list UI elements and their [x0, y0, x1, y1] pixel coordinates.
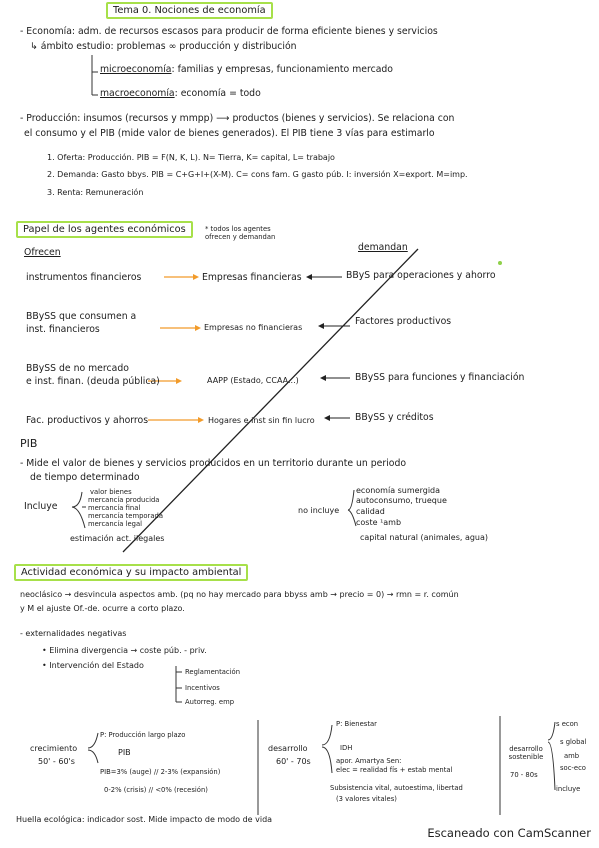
macro-term: macroeconomía [100, 88, 175, 99]
crecimiento-title: crecimiento [30, 744, 78, 753]
crecimiento-item: PIB [118, 748, 131, 757]
crecimiento-item: P: Producción largo plazo [100, 731, 186, 739]
crecimiento-item: PIB=3% (auge) // 2-3% (expansión) [100, 768, 221, 776]
section-title-agentes: Papel de los agentes económicos [16, 221, 193, 238]
sostenible-item: incluye [556, 785, 581, 793]
sostenible-years: 70 - 80s [510, 771, 538, 779]
desarrollo-item: IDH [340, 744, 353, 752]
macro-desc: : economía = todo [174, 88, 261, 99]
via-renta: 3. Renta: Remuneración [47, 188, 144, 197]
micro-desc: : familias y empresas, funcionamiento mercado [171, 64, 393, 75]
row3-left: BBySS de no mercado e inst. finan. (deuda pública) [26, 363, 160, 387]
pib-title: PIB [20, 437, 38, 450]
pib-def1: - Mide el valor de bienes y servicios producidos en un territorio durante un periodo [20, 458, 407, 469]
row3-center: AAPP (Estado, CCAA...) [207, 376, 299, 385]
incluye-item: mercancía producida [88, 496, 160, 504]
row4-right: BBySS y créditos [355, 412, 434, 423]
row2-right: Factores productivos [355, 316, 452, 327]
ofrecen-label: Ofrecen [24, 247, 61, 258]
pib-def2: de tiempo determinado [30, 472, 140, 483]
micro-term: microeconomía [100, 64, 172, 75]
crecimiento-item: 0-2% (crisis) // <0% (recesión) [104, 786, 208, 794]
intervencion-item: Autorreg. emp [185, 698, 235, 706]
crecimiento-years: 50' - 60's [38, 757, 75, 766]
incluye-item: valor bienes [90, 488, 132, 496]
no-incluye-item: coste ¹amb [356, 518, 402, 527]
no-incluye-item: economía sumergida [356, 486, 441, 495]
no-incluye-label: no incluye [298, 506, 340, 515]
row1-right: BByS para operaciones y ahorro [346, 270, 496, 281]
desarrollo-item: Subsistencia vital, autoestima, libertad [330, 784, 463, 792]
sostenible-item: s global [560, 738, 587, 746]
row2-center: Empresas no financieras [204, 323, 303, 332]
section-title-actividad: Actividad económica y su impacto ambiental [14, 564, 248, 581]
desarrollo-item: elec = realidad fís + estab mental [336, 766, 453, 774]
no-incluye-item: calidad [356, 507, 385, 516]
incluye-item: mercancía temporada [88, 512, 163, 520]
produccion-line2: el consumo y el PIB (mide valor de bienes generados). El PIB tiene 3 vías para estimarlo [24, 128, 435, 139]
page-title: Tema 0. Nociones de economía [106, 2, 273, 19]
desarrollo-title: desarrollo [268, 744, 308, 753]
huella-ecologica: Huella ecológica: indicador sost. Mide impacto de modo de vida [16, 815, 273, 824]
externalidades: - externalidades negativas [20, 629, 127, 638]
intervencion-item: Reglamentación [185, 668, 240, 676]
watermark: Escaneado con CamScanner [427, 826, 591, 840]
sostenible-item: soc-eco [560, 764, 586, 772]
intervencion-item: Incentivos [185, 684, 220, 692]
capital-natural: capital natural (animales, agua) [360, 533, 489, 542]
row4-center: Hogares e inst sin fin lucro [208, 416, 315, 425]
incluye-item: mercancía legal [88, 520, 143, 528]
desarrollo-item: (3 valores vitales) [336, 795, 397, 803]
elimina-divergencia: • Elimina divergencia → coste púb. - priv. [42, 646, 207, 655]
desarrollo-item: apor. Amartya Sen: [336, 757, 402, 765]
produccion-line1: - Producción: insumos (recursos y mmpp) ⟶ productos (bienes y servicios). Se relaciona con [20, 113, 455, 124]
desarrollo-item: P: Bienestar [336, 720, 377, 728]
intervencion-estado: • Intervención del Estado [42, 661, 144, 670]
via-demanda: 2. Demanda: Gasto bbys. PIB = C+G+I+(X-M). C= cons fam. G gasto púb. I: inversión X=export. M=imp. [47, 170, 468, 179]
no-incluye-item: autoconsumo, trueque [356, 496, 447, 505]
micro-line [100, 64, 393, 75]
economia-definition: - Economía: adm. de recursos escasos para producir de forma eficiente bienes y servicios [20, 26, 438, 37]
sostenible-item: s econ [556, 720, 579, 728]
agentes-note: * todos los agentes ofrecen y demandan [205, 225, 276, 241]
incluye-item: mercancía final [88, 504, 141, 512]
row4-left: Fac. productivos y ahorros [26, 415, 149, 426]
ambito-estudio: ↳ ámbito estudio: problemas ∞ producción y distribución [30, 41, 297, 52]
sostenible-item: amb [564, 752, 580, 760]
row2-left: BBySS que consumen a inst. financieros [26, 311, 137, 335]
incluye-label: Incluye [24, 501, 58, 512]
row1-left: instrumentos financieros [26, 272, 142, 283]
desarrollo-years: 60' - 70s [276, 757, 311, 766]
row3-right: BBySS para funciones y financiación [355, 372, 525, 383]
estimacion-ilegales: estimación act. ilegales [70, 534, 165, 543]
row1-center: Empresas financieras [202, 272, 302, 283]
sostenible-title: desarrollo sostenible [508, 745, 544, 761]
neoclasico-line1: neoclásico → desvincula aspectos amb. (pq no hay mercado para bbyss amb → precio = 0) → rmn = r. común [20, 590, 459, 599]
macro-line [100, 88, 261, 99]
demandan-label: demandan [358, 242, 408, 253]
neoclasico-line2: y M el ajuste Of.-de. ocurre a corto plazo. [20, 604, 185, 613]
via-oferta: 1. Oferta: Producción. PIB = F(N, K, L). N= Tierra, K= capital, L= trabajo [47, 153, 335, 162]
